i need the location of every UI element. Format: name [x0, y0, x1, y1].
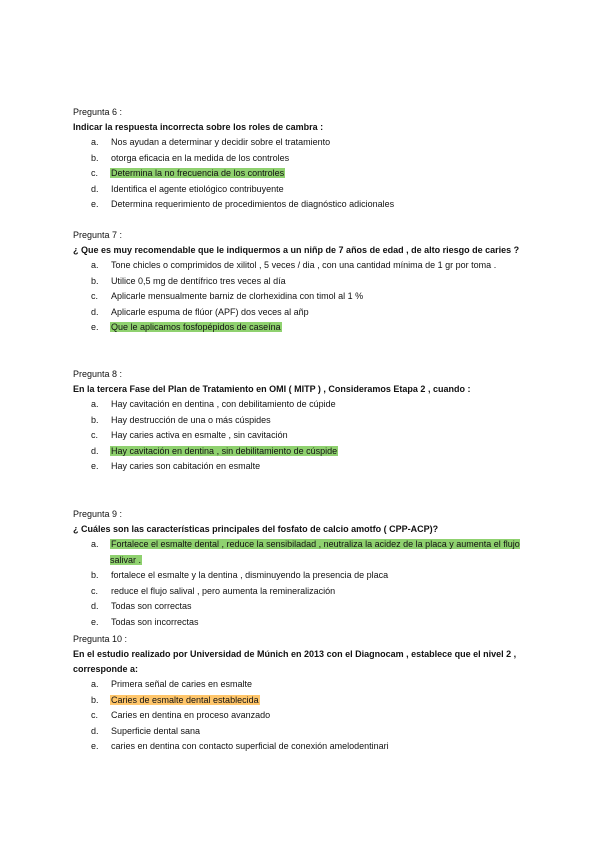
question-8 [73, 367, 525, 475]
option-text: Tone chicles o comprimidos de xilitol , 5 veces / dia , con una cantidad mínima de 1 gr por toma . [111, 260, 497, 270]
option-text: Identifica el agente etiológico contribuyente [111, 183, 284, 194]
option-item [73, 568, 525, 584]
option-marker: c. [91, 291, 99, 301]
option-text: Que le aplicamos fosfopépidos de caseína [111, 322, 281, 332]
option-item [73, 151, 525, 167]
option-text: Superficie dental sana [111, 725, 201, 736]
option-item [73, 708, 525, 724]
option-item [73, 397, 525, 413]
question-10 [73, 632, 525, 755]
option-item [73, 182, 525, 198]
option-item [73, 258, 525, 274]
option-list [73, 397, 525, 475]
option-item [73, 599, 525, 615]
option-text: Hay destrucción de una o más cúspides [111, 414, 271, 425]
option-text: Primera señal de caries en esmalte [111, 679, 253, 689]
option-list [73, 258, 525, 336]
option-marker: b. [91, 694, 99, 705]
question-text: En el estudio realizado por Universidad de Múnich en 2013 con el Diagnocam , establece que el nivel 2 , corresponde a: [73, 649, 517, 674]
question-label: Pregunta 8 : [73, 369, 123, 379]
question-label: Pregunta 9 : [73, 509, 123, 519]
option-text: Determina requerimiento de procedimientos de diagnóstico adicionales [111, 199, 395, 209]
option-marker: e. [91, 199, 99, 209]
option-item [73, 724, 525, 740]
question-7 [73, 228, 525, 336]
option-item [73, 693, 525, 709]
question-9 [73, 507, 525, 630]
option-item [73, 428, 525, 444]
option-item [73, 739, 525, 755]
option-item [73, 320, 525, 336]
question-label: Pregunta 7 : [73, 230, 123, 240]
option-item [73, 197, 525, 213]
option-marker: e. [91, 461, 99, 471]
option-item [73, 677, 525, 693]
option-item [73, 289, 525, 305]
option-marker: b. [91, 414, 99, 425]
option-text: Fortalece el esmalte dental , reduce la sensibiladad , neutraliza la acidez de la placa y aumenta el flujo salivar . [110, 539, 520, 565]
option-marker: d. [91, 601, 99, 611]
option-item [73, 305, 525, 321]
option-item [73, 166, 525, 182]
question-text: ¿ Que es muy recomendable que le indiquermos a un niñp de 7 años de edad , de alto riesgo de caries ? [73, 245, 520, 255]
question-text: En la tercera Fase del Plan de Tratamiento en OMI ( MITP ) , Consideramos Etapa 2 , cuando : [73, 384, 471, 394]
question-label: Pregunta 6 : [73, 107, 123, 117]
option-marker: c. [91, 168, 99, 178]
option-text: Hay caries son cabitación en esmalte [111, 461, 261, 471]
option-marker: d. [91, 445, 99, 456]
option-item [73, 135, 525, 151]
option-marker: a. [91, 137, 99, 147]
option-text: Caries de esmalte dental establecida [111, 694, 259, 705]
option-marker: d. [91, 183, 99, 194]
option-text: Hay caries activa en esmalte , sin cavitación [111, 430, 288, 440]
option-item [73, 274, 525, 290]
option-marker: d. [91, 306, 99, 317]
option-text: Aplicarle mensualmente barniz de clorhexidina con timol al 1 % [111, 291, 364, 301]
option-item [73, 584, 525, 600]
option-item [73, 537, 525, 568]
option-text: Nos ayudan a determinar y decidir sobre el tratamiento [111, 137, 331, 147]
option-marker: e. [91, 616, 99, 627]
option-marker: c. [91, 430, 99, 440]
question-label: Pregunta 10 : [73, 634, 128, 644]
option-marker: a. [91, 399, 99, 409]
option-list [73, 677, 525, 755]
option-marker: c. [91, 585, 99, 596]
option-marker: b. [91, 275, 99, 286]
option-text: caries en dentina con contacto superficial de conexión amelodentinari [111, 741, 389, 751]
option-text: fortalece el esmalte y la dentina , disminuyendo la presencia de placa [111, 570, 389, 580]
option-text: otorga eficacia en la medida de los controles [111, 152, 290, 163]
option-text: Todas son correctas [111, 601, 192, 611]
question-text: Indicar la respuesta incorrecta sobre los roles de cambra : [73, 122, 324, 132]
option-list [73, 135, 525, 213]
option-text: Caries en dentina en proceso avanzado [111, 710, 271, 720]
option-text: Hay cavitación en dentina , sin debilitamiento de cúspide [111, 445, 338, 456]
option-item [73, 615, 525, 631]
question-text: ¿ Cuáles son las características principales del fosfato de calcio amotfo ( CPP-ACP)? [73, 524, 439, 534]
option-item [73, 413, 525, 429]
option-text: Determina la no frecuencia de los controles [111, 168, 285, 178]
option-text: Aplicarle espuma de flúor (APF) dos veces al añp [111, 306, 309, 317]
option-item [73, 459, 525, 475]
option-marker: a. [91, 260, 99, 270]
option-list [73, 537, 525, 630]
option-marker: a. [91, 539, 99, 549]
option-marker: c. [91, 710, 99, 720]
option-marker: a. [91, 679, 99, 689]
option-text: Hay cavitación en dentina , con debilitamiento de cúpide [111, 399, 336, 409]
option-marker: e. [91, 322, 99, 332]
option-marker: b. [91, 152, 99, 163]
option-text: Utilice 0,5 mg de dentífrico tres veces al día [111, 275, 286, 286]
option-text: reduce el flujo salival , pero aumenta la remineralización [111, 585, 336, 596]
option-marker: e. [91, 741, 99, 751]
question-6 [73, 105, 525, 213]
option-marker: d. [91, 725, 99, 736]
option-text: Todas son incorrectas [111, 616, 199, 627]
option-item [73, 444, 525, 460]
option-marker: b. [91, 570, 99, 580]
